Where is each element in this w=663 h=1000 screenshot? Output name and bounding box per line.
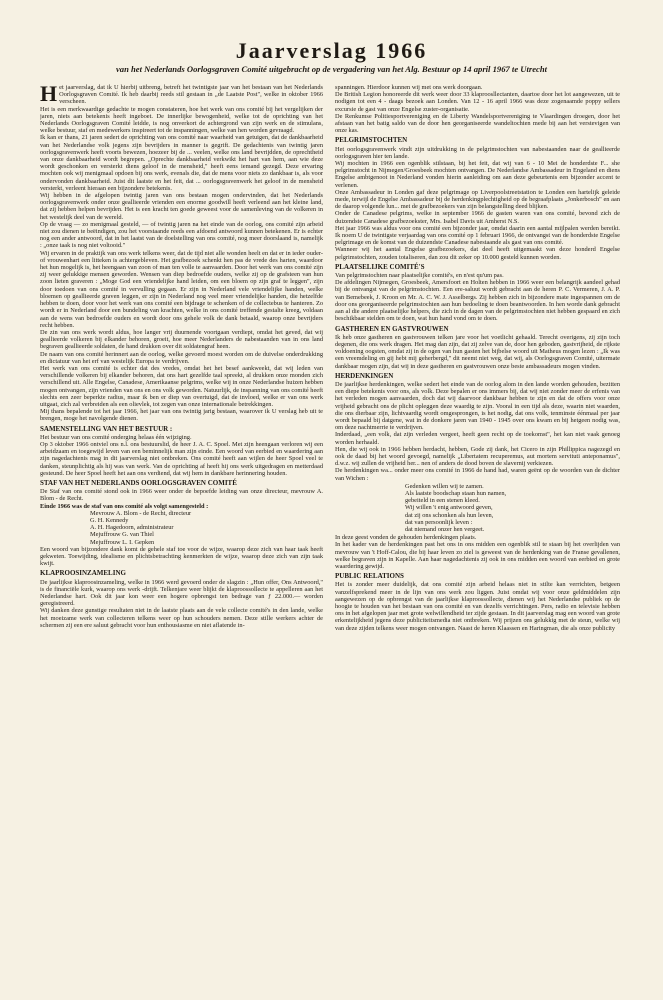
- paragraph: De Staf van ons comité stond ook in 1966 weer onder de bepoefde leiding van onze directeur, mevrouw A. Blom - de Recht.: [40, 488, 323, 503]
- poem-line: Wij willen 't enig antwoord geven,: [405, 504, 493, 512]
- section-heading-bestuur: SAMENSTELLING VAN HET BESTUUR :: [40, 424, 173, 433]
- paragraph: De British Legion honoreerde dit werk weer door 33 klaproosllectanten, daartoe door het lot aangewezen, uit te nodigen tot een 4 - daags bezoek aan Londen. Van 12 - 16 april 1966 was deze zogenaamde poppy sellers excursie de gast van onze Engelse zuster-organisatie.: [335, 91, 620, 113]
- section-heading-staf: STAF VAN HET NEDERLANDS OORLOGSGRAVEN COMITÉ: [40, 478, 237, 487]
- left-column: [40, 84, 323, 984]
- staf-list: [90, 510, 323, 546]
- poem: [405, 483, 620, 533]
- paragraph: Op 3 oktober 1966 ontviel ons n.l. ons bestuurslid, de heer J. A. C. Spoel. Met zijn heengaan verloren wij een arbeidzaam en toegewijd leven van een beminnelijk man zijn einde. Een woord van eerbied en waardering aan zijn nagedachtenis mag in dit jaarverslag niet ontbreken. Ons comité heeft aan wijlen de heer Spoel veel te danken, steunplichtig als hij was van werk. Van de oprichting af heeft hij ons werk uitgedragen en metterdaad gesteund. De heer Spoel heeft het aan ons verdiend, dat wij hem in dankbare herinnering houden.: [40, 440, 323, 477]
- section-heading-public-relations: PUBLIC RELATIONS: [335, 572, 404, 581]
- list-item: Mejuffrouw G. van Thiel: [90, 531, 154, 539]
- paragraph: Wij hebben in de afgelopen twintig jaren van ons bestaan mogen ondervinden, dat het Nederlands oorlogsgravenwerk onder onze geallieerde vrienden een enorme goodwill heeft verleend aan het kleine land, dat zij hebben helpen bevrijden. Het is een kracht ten goede geweest voor de samenleving van de volkeren in het westelijk deel van de wereld.: [40, 192, 323, 221]
- list-item: A. H. Hagedoorn, administrateur: [90, 524, 174, 532]
- intro-text: et jaarverslag, dat ik U hierbij uitbreng, betreft het twintigste jaar van het bestaan van het Nederlands Oorlogsgraven Comité. Ik heb daarbij reeds stil gestaan in „de Laatste Post", welke in oktober 1966 verscheen.: [59, 84, 323, 106]
- paragraph: In het kader van de herdenkingen past het ons in ons midden een ogenblik stil te staan bij het overlijden van mevrouw van 't Hoff-Calou, die bij haar leven zo ziel is geweest van de herdenking van de Franse gevallenen, welke begraven zijn in Kapelle. Aan haar nagedachtenis zij ook in ons midden een woord van eerbied en grote waardering gewijd.: [335, 541, 620, 570]
- paragraph: Ik kan er thans, 21 jaren sedert de oprichting van ons comité naar waarheid van getuigen, dat de dankbaarheid van het Nederlandse volk jegens zijn bevrijders in manner is gegrift. De gedachtenis van twintig jaren oorlogsgravenwerk heeft voorts bewezen, hoezeer bij de ... veelen, welke ons land bevrijdden, de oprechtheid van onze dankbaarheid wordt begrepen. „Oprechte dankbaarheid verkwikt het hart van hem, aan wie deze wordt geschonken en versterkt diens geloof in de mensheid," heeft eens iemand gezegd. Deze ervaring mochten ook wij menigmaal opdoen bij ons werk, evenals die, dat de mens voor niets zo dankbaar is, als voor ondervonden dankbaarheid. Juist dit laatste en het feit, dat ... oorlogsgravenwerk het geloof in de mensheid versterkt, verleent hieraan een bijzondere betekenis.: [40, 134, 323, 192]
- list-item: G. H. Kennedy: [90, 516, 129, 524]
- paragraph: Hen, die wij ook in 1966 hebben herdacht, hebben, Gode zij dank, het Cicero in zijn Phillippica nagezegd en ook de daad bij het woord gevoegd, namelijk „Libertatem recuperemus, aut mortem servituti anteponamus", d.w.z. wij zullen de vrijheid her... nen of anders de dood boven de slavernij verkiezen.: [335, 445, 620, 468]
- paragraph: Onder de Canadese pelgrims, welke in september 1966 de gasten waren van ons comité, bevond zich de duizendste Canadese grafbezoekster, Mrs. Isabel Davis uit Amherst N.S.: [335, 210, 620, 225]
- paragraph: Ik heb onze gastheren en gastvrouwen telken jare voor het voetlicht gehaald. Terecht overigens, zij zijn toch degenen, die ons werk dragen. Het mag dan zijn, dat zij zelve van de, door hen geboden, gastvrijheid, de rijkste voldoening oogsten, omdat zij in de ogen van hun gasten het bijbelse woord uit Matheus mogen lezen : „Ik was een vreemdeling en gij hebt mij geherbergd," dit neemt niet weg, dat wij, als Oorlogsgraven Comité, uitermate dankbaar mogen zijn, dat wij in deze gastheren en gastvrouwen onze beste ambassadeurs mogen vinden.: [335, 333, 620, 370]
- paragraph: De zin van ons werk wordt aldus, hoe langer vrij duurnende voortgaan verdiept, omdat het geved, dat wij geallieerde volkeren bij elkander behoren, groeit, hoe meer Nederlanders de nabestaanden van in ons land begraven geallieerde soldaten, de hand drukken over dit soldatengraf heen.: [40, 328, 323, 351]
- page-title: Jaarverslag 1966: [235, 38, 428, 63]
- paragraph: Het oorlogsgravenwerk vindt zijn uitdrukking in de pelgrimstochten van nabestaanden naar de geallieerde oorlogsgraven hier ten lande.: [335, 145, 620, 160]
- section-heading-klaproos: KLAPROOSINZAMELING: [40, 569, 126, 578]
- intro-paragraph: [40, 84, 323, 106]
- paragraph: De jaarlijkse herdenkingen, welke sedert het einde van de oorlog alom in den lande worden gehouden, bezitten een diepe betekenis voor ons, als volk. Deze bepalen er ons immers bij, dat wij niet zonder meer de erfenis van het verleden mogen aanvaarden, doch dat wij daarvoor dankbaar hebben te zijn en dat de offers voor onze vrijheid gebracht ons de plicht opleggen deze waardig te zijn. Vooral in een tijd als deze, waarin niet waarden, die ons dierbaar zijn, lichtvaardig wordt omgesprongen, is het nodig, dat ons volk, tenminste éénmaal per jaar wordt bepaald bij datgene, wat in de donkere jaren van 1940 - 1945 over ons kwam en bij hetgeen nodig was, om deze nachtmerrie te verdrijven.: [335, 380, 620, 432]
- poem-line: Gedenken willen wij te zamen.: [405, 482, 484, 490]
- paragraph: Mij thans bepalende tot het jaar 1966, het jaar van ons twintig jarig bestaan, waarover ik U verslag heb uit te brengen, moge het navolgende dienen.: [40, 408, 323, 423]
- paragraph: Een woord van bijzondere dank komt de gehele staf toe voor de wijze, waarop deze zich van haar taak heeft gekweten. Toewijding, idealisme en plichtsbetrachting kenmerkten de wijze, waarop deze zich van zijn taak kwijt.: [40, 545, 323, 568]
- paragraph: De afdelingen Nijmegen, Groesbeek, Amersfoort en Holten hebben in 1966 weer een belangrijk aandeel gehad bij de ontvangst van de pelgrimstochten. Een ere-saluut wordt gebracht aan de heren P. C. Vermeren, J. A. P. van Bemebeek, J. Kroon en Mr. A. C. W. J. Asselbergs. Zij hebben zich in bijzondere mate ingespannen om de door ons georganiseerde pelgrimstochten aan hun bedoeling te doen beantwoorden. In hen worde dank gebracht aan al die andere plaatselijke helpers, die zich in de dagen van de pelgrimstochten niet hebben gespaard en zich beschikbaar stelden om te doen, wat hun hand vond om te doen.: [335, 279, 620, 323]
- page-subtitle: van het Nederlands Oorlogsgraven Comité uitgebracht op de vergadering van het Alg. Bestuur op 14 april 1967 te Utrecht: [115, 64, 548, 74]
- drop-cap: H: [40, 84, 58, 106]
- paragraph: Het werk van ons comité is echter dat des vredes, omdat het het besef aankweekt, dat wij leden van verschillende volkeren bij elkander behoren, dat ons hart gezelfde taal spreekt, al drukken onze monden zich verschillend uit. Alle Engelse, Canadese, Amerikaanse pelgrims, welke wij in onze Nederlandse huizen hebben mogen ontvangen, zijn vrienden van ons en ons volk geworden. Natuurlijk, de inspanning van ons comité heeft slechts een zeer beperkte radius, maar ik ben er diep van overtuigd, dat de invloed, welke er van ons werk uitgaat, zich zal verbreiden als een olievlek, tot zegen van onze internationale betrekkingen.: [40, 364, 323, 408]
- paragraph: Van pelgrimstochten naar plaatselijke comité's, en n'est qu'um pas.: [335, 272, 504, 280]
- list-item: Mejuffrouw L. I. Gepken: [90, 538, 155, 546]
- paragraph: Wij ervaren in de praktijk van ons werk telkens weer, dat de tijd niet alle wonden heelt en dat er in ieder ouder- of vrouwenhart een litteken is achtergebleven. Het grafbezoek schenkt hen pas de vrede des harten, waardoor het hun mogelijk is, het heengaan van zoon of man ten volle te aanvaarden. Door het werk van ons comité zijn zij weer gelukkige mensen geworden. Wensen van diep bedroefde ouders, welke zij op de grafsteen van hun zoon lieten graveren : „Moge God een vriendelijke hand leiden, om een bloem op zijn graf te leggen", zijn door toedoen van ons comité in vervulling gegaan. Er zijn in Nederland vele vriendelijke handen, welke bloemen op geallieerde graven leggen, er zijn in Nederland nog veel meer vriendelijke handen, die hetzelfde hebben te doen, door voor het werk van ons comité een bijdrage te schenken of de collectebus te hanteren. Zo wordt er in Nederland door een bundeling van krachten, welke in ons comité treffende gestalte kreeg, voldaan aan de wens van bedroefde ouders en wordt door ons gehele volk de dank betaald, waarop onze bevrijders recht hebben.: [40, 249, 323, 329]
- paragraph: Het is een merkwaardige gedachte te mogen constateren, hoe het werk van ons comité bij het vergelijken der jaren, niets aan betekenis heeft ingeboet. De innerlijke bewogenheid, welke tot de oprichting van het Nederlands Oorlogsgraven Comité leidde, is nog onverkort de achtergrond van zijn werk en de stimulans, welke bestuur, staf en medewerkers inspireert tot de inspanningen, welke van hen worden gevraagd.: [40, 105, 323, 135]
- poem-line: dat zij ons schonken als hun leven,: [405, 511, 494, 519]
- staf-subheading: Einde 1966 was de staf van ons comité als volgt samengesteld :: [40, 502, 209, 510]
- paragraph: Wanneer wij het aantal Engelse grafbezoekers, dat deel heeft uitgemaakt van deze honderd Engelse pelgrimstochten, zouden totaliseren, dan zou dit zeker op 10.000 gesteld kunnen worden.: [335, 246, 620, 261]
- paragraph: Wij mochten in 1966 een ogenblik stilstaan, bij het feit, dat wij van 6 - 10 Mei de honderdste F... she pelgrimstocht in Nijmegen/Groesbeek mochten ontvangen. De Nederlandse Ambassadeur in Engeland en diens Engelse ambtgenoot in Nederland vonden hierin aanleiding om aan deze gebeurtenis een bijzonder accent te verlenen.: [335, 160, 620, 189]
- paragraph: Het jaar 1966 was aldus voor ons comité een bijzonder jaar, omdat daarin een aantal mijlpalen werden bereikt. Ik noem U de twintigste verjaardag van ons comité op 1 februari 1966, de ontvangst van de honderdste Engelse pelgrimage en de komst van de duizendste Canadese nabestaande als gast van ons comité.: [335, 224, 620, 247]
- paragraph: Inderdaad, „een volk, dat zijn verleden vergeet, heeft geen recht op de toekomst", het kan niet vaak genoeg worden herhaald.: [335, 431, 620, 446]
- paragraph: De naam van ons comité herinnert aan de oorlog, welke gevoerd moest worden om de duivelse onderdrukking en dictatuur van het erf van westelijk Europa te verdrijven.: [40, 350, 323, 365]
- section-heading-herdenkingen: HERDENKINGEN: [335, 371, 394, 380]
- section-heading-plaatselijke: PLAATSELIJKE COMITÉ'S: [335, 262, 425, 271]
- paragraph: In deze geest vonden de gehouden herdenkingen plaats.: [335, 534, 477, 542]
- poem-line: dat van persoonlijk leven :: [405, 518, 473, 526]
- paragraph: De Renkumse Politiesportvereniging en de Liberty Wandelsportvereniging te Vlaardingen droegen, door het afstaan van het batig saldo van de door hen georganiseerde wandeltochten mede bij aan het verstevigen van onze kas.: [335, 112, 620, 135]
- paragraph: spanningen. Hierdoor kunnen wij met ons werk doorgaan.: [335, 84, 483, 91]
- paragraph: Op de vraag — zo menigmaal gesteld, — of twintig jaren na het einde van de oorlog, ons comité zijn arbeid niet zou dienen te beëindigen, zou het voorstaande reeds een afdoend antwoord kunnen betekenen. Er is echter nog een ander antwoord, dat in het laatst van de doelstelling van ons comité, nog meer doorslaand is, namelijk : „onze taak is nog niet voltooid.": [40, 220, 323, 250]
- paragraph: De herdenkingen wa... onder meer ons comité in 1966 de hand had, waren geënt op de woorden van de dichter van Wichen :: [335, 467, 620, 482]
- poem-line: dat niemand onzer hen vergeet.: [405, 525, 485, 533]
- poem-line: gebeiteld in een stenen kleed.: [405, 497, 480, 505]
- paragraph: Het bestuur van ons comité onderging helaas één wijziging.: [40, 433, 192, 441]
- paragraph: Wij danken deze gunstige resultaten niet in de laatste plaats aan de vele collecte comité's in den lande, welke het moeizame werk van collecteren telkens weer op hun schouders nemen. Deze stille werkers achter de schermen zij een ere saluut gebracht voor hun enthousiasme en niet aflatende in-: [40, 607, 323, 629]
- section-heading-gastheren: GASTHEREN EN GASTVROUWEN: [335, 324, 449, 333]
- paragraph: Het is zonder meer duidelijk, dat ons comité zijn arbeid helaas niet in stilte kan verrichten, betgeen vanzelfsprekend meer in de lijn van ons werk zou liggen. Juist omdat wij voor onze geldmiddelen zijn aangewezen op de opbrengst van de jaarlijkse klaproossollecte, dienen wij het Nederlandse publiek op de hoogte te houden van het bestaan van ons comité en van dezelfs verrichtingen. Pers, radio en televisie hebben ons in het afgelopen jaar met grote welwillendheid ter zijde gestaan. In dit jaarverslag mag een woord van grote erkentelijkheid jegens deze publiciteitsmedia niet ontbreken. Wij prijzen ons gelukkig met de steun, welke wij van deze zijden telkens weer mogen ontvangen. Naast de heren Klaassen en Haringman, die als onze publicity: [335, 581, 620, 632]
- paragraph: Onze Ambassadeur in Londen gaf deze pelgrimage op Liverpoolstreetstation te Londen een hartelijk geleide mede, terwijl de Engelse Ambassadeur bij de herdenkingplechtigheid op de begraafplaats „Jonkerbosch" en aan de daarop volgende lun... met de grafbezoekers van zijn belangstelling deed blijken.: [335, 188, 620, 211]
- section-heading-pelgrimstochten: PELGRIMSTOCHTEN: [335, 136, 408, 145]
- poem-line: Als laatste boodschap staan hun namen,: [405, 489, 507, 497]
- list-item: Mevrouw A. Blom - de Recht, directeur: [90, 509, 192, 517]
- paragraph: De jaarlijkse klaproosinzameling, welke in 1966 werd gevoerd onder de slagzin : „Hun offer, Ons Antwoord," is de financiële kurk, waarop ons werk -drijft. Telkenjare weer blijkt de klaproossollecte te appelleren aan het Nederlandse hart. Ook dit jaar kon weer een hogere opbrengst ten bedrage van ƒ 22.000.— worden geregistreerd.: [40, 578, 323, 608]
- right-column: [335, 84, 620, 984]
